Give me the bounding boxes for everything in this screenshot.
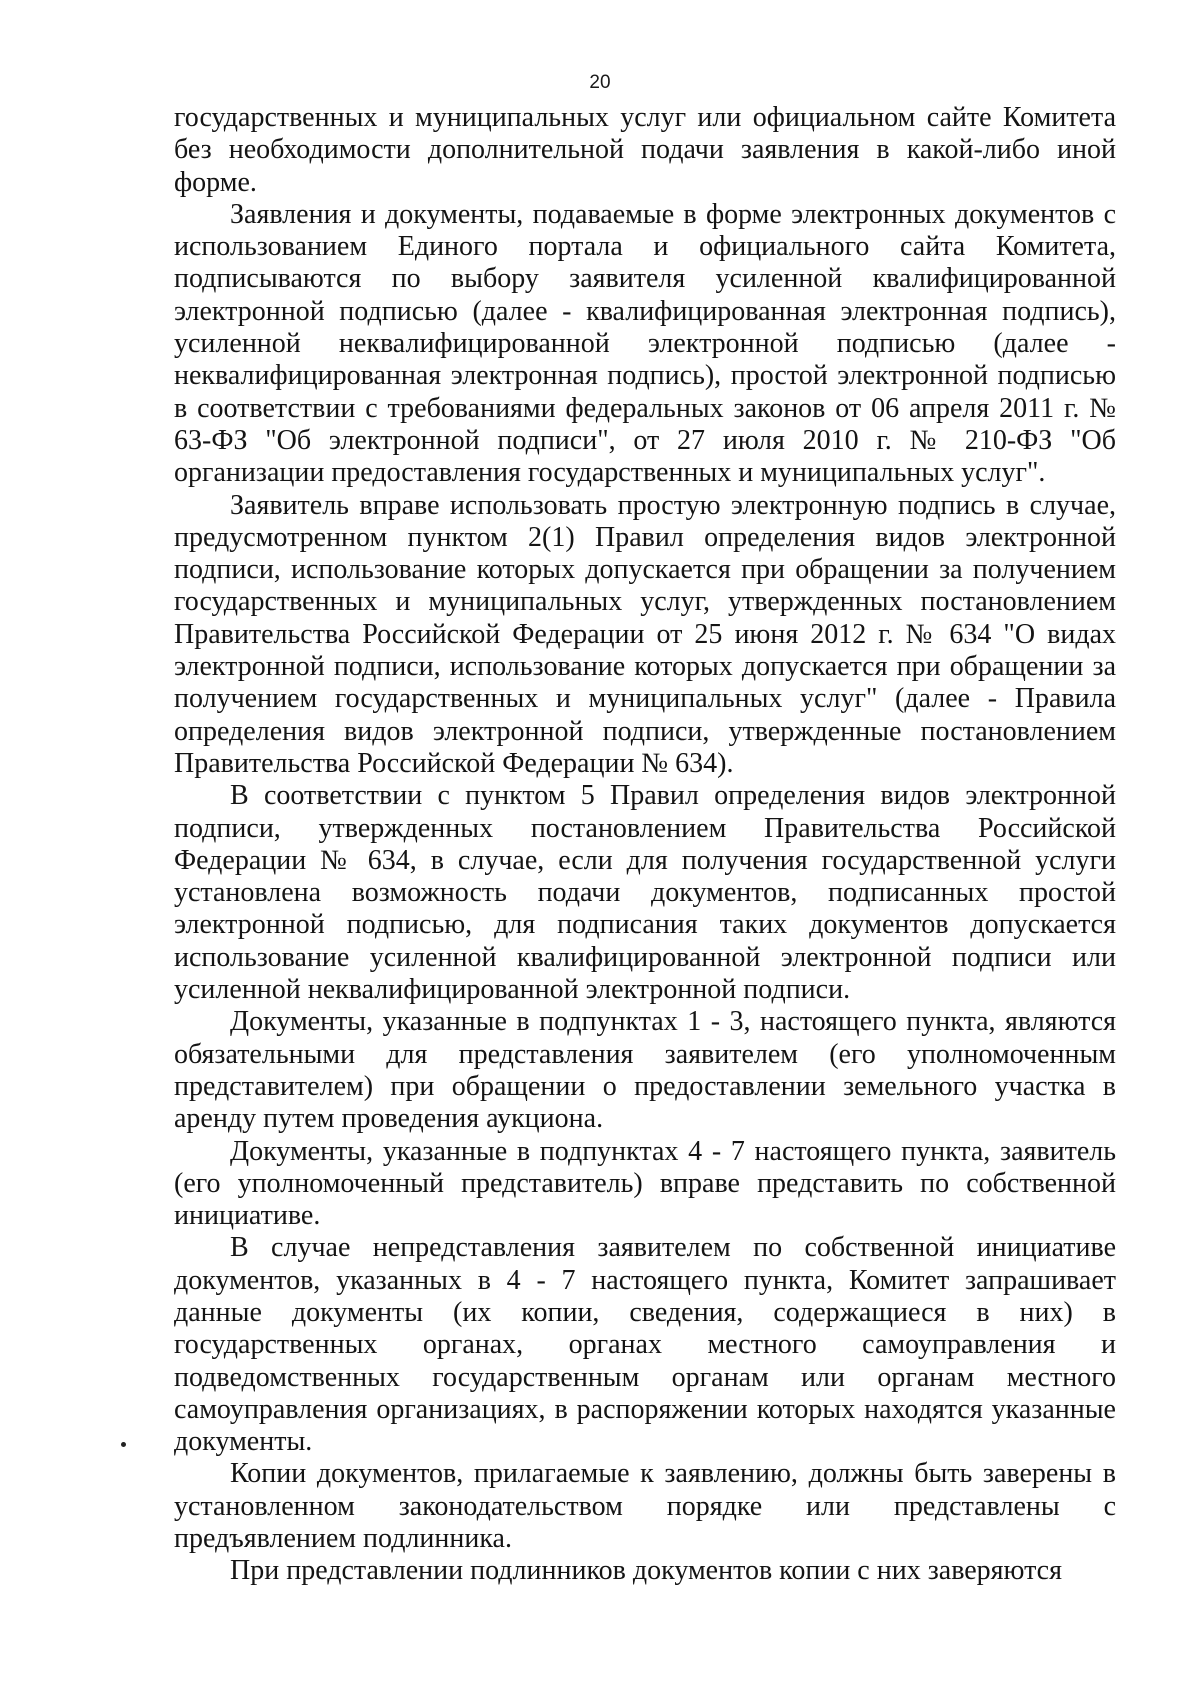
document-body — [174, 102, 1116, 1588]
paragraph-electronic-signatures: Заявления и документы, подаваемые в форме электронных документов с использованием Единого портала и официального сайта Комитета, подписываются по выбору заявителя усиленной квалифицированной электронной подписью (далее - квалифицированная электронная подпись), усиленной неквалифицированной электронной подписью (далее - неквалифицированная электронная подпись), простой электронной подписью в соответствии с требованиями федеральных законов от 06 апреля 2011 г. № 63-ФЗ "Об электронной подписи", от 27 июля 2010 г. № 210-ФЗ "Об организации предоставления государственных и муниципальных услуг". — [174, 198, 1116, 489]
page-number: 20 — [589, 72, 611, 93]
paragraph-copies-certification: Копии документов, прилагаемые к заявлению, должны быть заверены в установленном законодательством порядке или представлены с предъявлением подлинника. — [174, 1458, 1116, 1555]
paragraph-committee-request: В случае непредставления заявителем по собственной инициативе документов, указанных в 4 - 7 настоящего пункта, Комитет запрашивает данные документы (их копии, сведения, содержащиеся в них) в государственных органах, органах местного самоуправления и подведомственных государственным органам или органам местного самоуправления организациях, в распоряжении которых находятся указанные документы. — [174, 1232, 1116, 1458]
paragraph-optional-documents: Документы, указанные в подпунктах 4 - 7 настоящего пункта, заявитель (его уполномоченный представитель) вправе представить по собственной инициативе. — [174, 1135, 1116, 1232]
paragraph-mandatory-documents: Документы, указанные в подпунктах 1 - 3, настоящего пункта, являются обязательными для представления заявителем (его уполномоченным представителем) при обращении о предоставлении земельного участка в аренду путем проведения аукциона. — [174, 1006, 1116, 1135]
paragraph-simple-signature-right: Заявитель вправе использовать простую электронную подпись в случае, предусмотренном пунктом 2(1) Правил определения видов электронной подписи, использование которых допускается при обращении за получением государственных и муниципальных услуг, утвержденных постановлением Правительства Российской Федерации от 25 июня 2012 г. № 634 "О видах электронной подписи, использование которых допускается при обращении за получением государственных и муниципальных услуг" (далее - Правила определения видов электронной подписи, утвержденные постановлением Правительства Российской Федерации № 634). — [174, 489, 1116, 779]
scan-speck-mark — [121, 1442, 126, 1447]
paragraph-point-5-rules: В соответствии с пунктом 5 Правил определения видов электронной подписи, утвержденных постановлением Правительства Российской Федерации № 634, в случае, если для получения государственной услуги установлена возможность подачи документов, подписанных простой электронной подписью, для подписания таких документов допускается использование усиленной квалифицированной электронной подписи или усиленной неквалифицированной электронной подписи. — [174, 780, 1116, 1006]
paragraph-continuation: государственных и муниципальных услуг или официальном сайте Комитета без необходимости дополнительной подачи заявления в какой-либо иной форме. — [174, 102, 1116, 198]
paragraph-originals-presentation: При представлении подлинников документов копии с них заверяются — [230, 1555, 1062, 1587]
